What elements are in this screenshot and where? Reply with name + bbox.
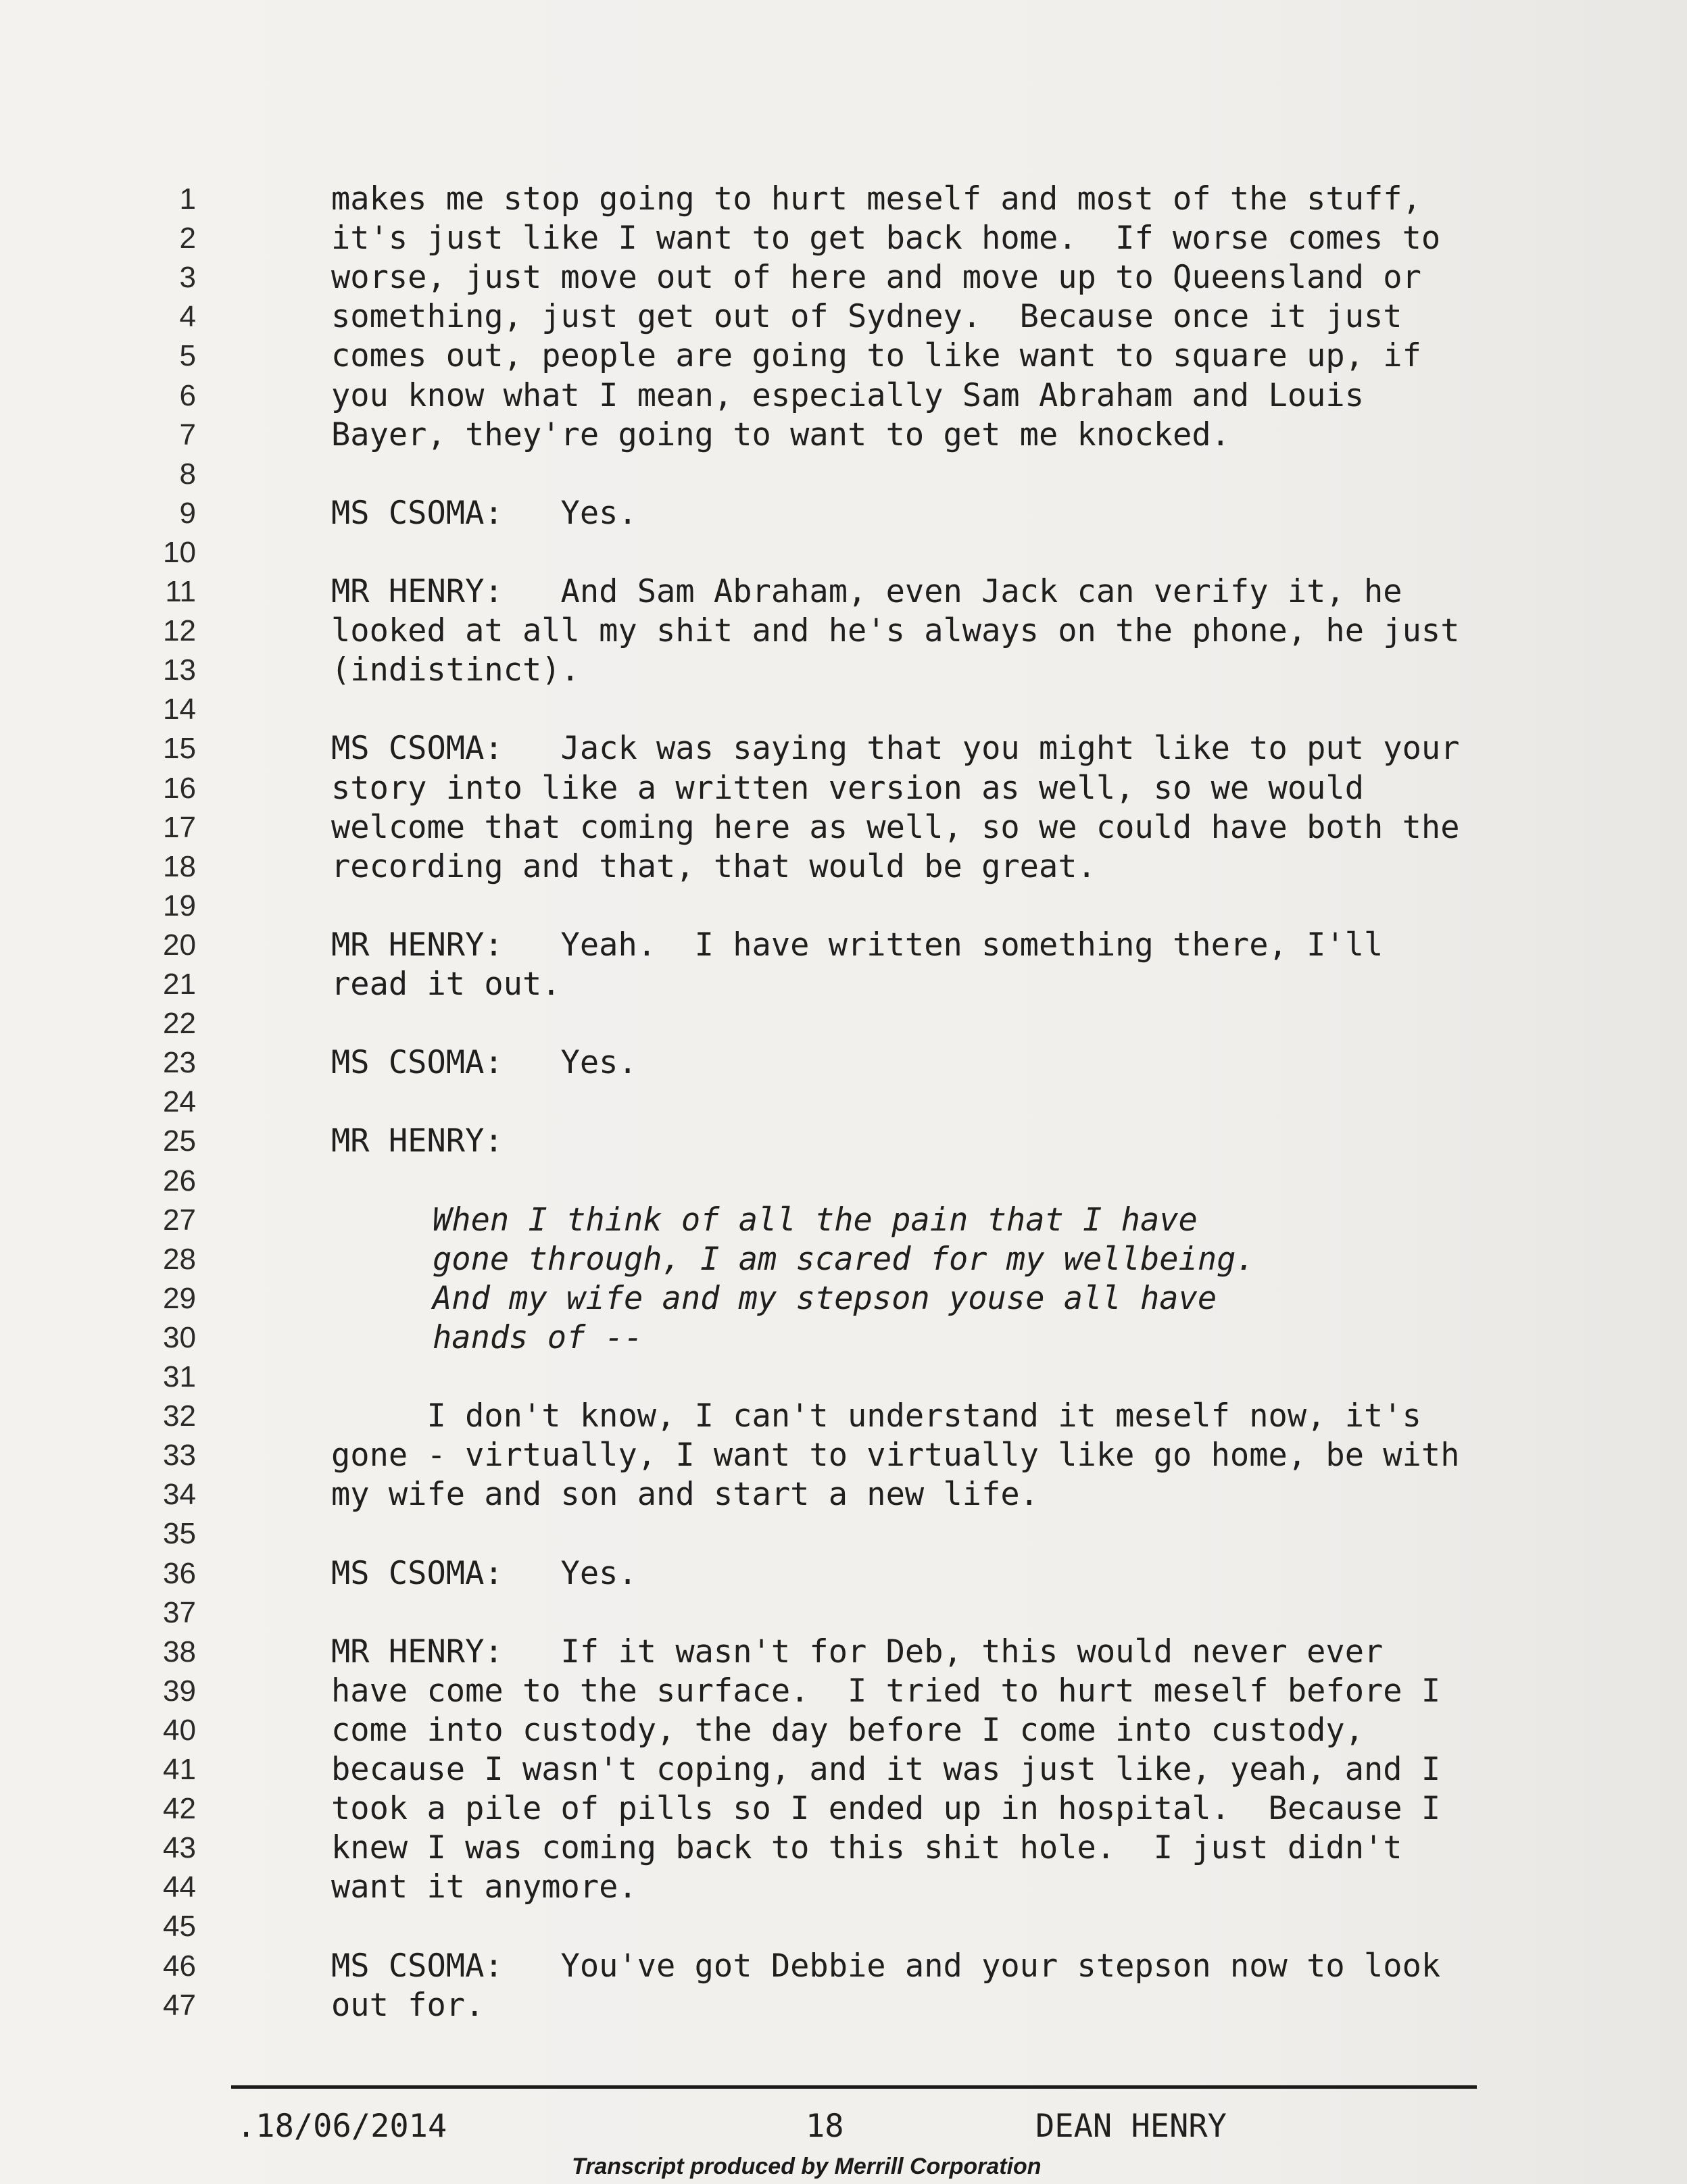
quoted-statement-line: hands of -- (433, 1319, 643, 1356)
transcript-line: I don't know, I can't understand it meself now, it's (331, 1397, 1421, 1435)
line-number: 9 (179, 497, 196, 530)
line-number: 16 (163, 772, 196, 805)
transcript-line: MR HENRY: And Sam Abraham, even Jack can verify it, he (331, 573, 1402, 610)
transcript-line: (indistinct). (331, 651, 580, 689)
line-number: 45 (163, 1910, 196, 1943)
line-number: 30 (163, 1321, 196, 1354)
transcript-line: MR HENRY: Yeah. I have written something there, I'll (331, 926, 1384, 964)
line-number: 38 (163, 1635, 196, 1668)
transcript-line: gone - virtually, I want to virtually like go home, be with (331, 1437, 1460, 1474)
line-number: 14 (163, 693, 196, 726)
line-number: 32 (163, 1399, 196, 1433)
line-number: 25 (163, 1124, 196, 1158)
transcript-line: MS CSOMA: You've got Debbie and your stepson now to look (331, 1947, 1441, 1985)
transcript-line: out for. (331, 1987, 485, 2024)
line-number: 17 (163, 811, 196, 844)
line-number: 11 (165, 575, 196, 608)
transcript-line: have come to the surface. I tried to hurt meself before I (331, 1672, 1441, 1710)
transcript-line: my wife and son and start a new life. (331, 1476, 1039, 1513)
line-number: 33 (163, 1439, 196, 1472)
line-number: 36 (163, 1557, 196, 1590)
line-number: 37 (163, 1596, 196, 1629)
transcript-line: welcome that coming here as well, so we could have both the (331, 809, 1460, 846)
line-number: 19 (163, 889, 196, 922)
line-number: 39 (163, 1674, 196, 1708)
transcript-line: took a pile of pills so I ended up in hospital. Because I (331, 1790, 1441, 1827)
line-number: 18 (163, 850, 196, 883)
line-number: 42 (163, 1792, 196, 1825)
transcript-line: recording and that, that would be great. (331, 848, 1096, 885)
line-number: 47 (163, 1989, 196, 2022)
line-number: 24 (163, 1085, 196, 1118)
line-number: 26 (163, 1164, 196, 1197)
line-number: 10 (163, 536, 196, 569)
line-number: 20 (163, 928, 196, 962)
line-number: 3 (179, 261, 196, 294)
transcript-line: comes out, people are going to like want to square up, if (331, 337, 1421, 374)
line-number: 1 (179, 182, 196, 216)
line-number: 13 (163, 653, 196, 687)
transcript-line: come into custody, the day before I come into custody, (331, 1712, 1365, 1749)
quoted-statement-line: When I think of all the pain that I have (433, 1201, 1198, 1239)
transcript-line: because I wasn't coping, and it was just like, yeah, and I (331, 1751, 1441, 1788)
transcript-line: looked at all my shit and he's always on the phone, he just (331, 612, 1460, 649)
transcript-line: you know what I mean, especially Sam Abraham and Louis (331, 377, 1365, 414)
line-number: 46 (163, 1950, 196, 1983)
line-number: 29 (163, 1282, 196, 1315)
line-number: 8 (179, 457, 196, 491)
line-number: 7 (179, 418, 196, 451)
line-number: 6 (179, 379, 196, 412)
footer-witness-name: DEAN HENRY (1035, 2108, 1227, 2145)
transcript-line: MR HENRY: If it wasn't for Deb, this would never ever (331, 1633, 1384, 1670)
transcript-line: MR HENRY: (331, 1122, 504, 1160)
line-number: 35 (163, 1517, 196, 1550)
transcript-line: makes me stop going to hurt meself and most of the stuff, (331, 180, 1421, 218)
transcript-line: MS CSOMA: Jack was saying that you might like to put your (331, 730, 1460, 767)
line-number: 4 (179, 300, 196, 333)
transcript-line: want it anymore. (331, 1868, 637, 1906)
footer-producer: Transcript produced by Merrill Corporation (572, 2154, 1042, 2179)
footer-page-number: 18 (806, 2108, 844, 2145)
line-number: 28 (163, 1243, 196, 1276)
quoted-statement-line: gone through, I am scared for my wellbeing. (433, 1241, 1255, 1278)
line-number: 44 (163, 1870, 196, 1904)
transcript-line: MS CSOMA: Yes. (331, 1044, 637, 1081)
transcript-line: MS CSOMA: Yes. (331, 1555, 637, 1592)
transcript-line: worse, just move out of here and move up to Queensland or (331, 259, 1421, 296)
line-number: 12 (163, 614, 196, 647)
footer-date: .18/06/2014 (237, 2108, 447, 2145)
line-number: 2 (179, 222, 196, 255)
transcript-line: something, just get out of Sydney. Because once it just (331, 298, 1402, 335)
line-number: 22 (163, 1007, 196, 1040)
quoted-statement-line: And my wife and my stepson youse all have (433, 1280, 1217, 1317)
line-number: 43 (163, 1831, 196, 1864)
line-number: 40 (163, 1714, 196, 1747)
footer-rule (231, 2085, 1477, 2089)
line-number: 21 (163, 968, 196, 1001)
transcript-line: Bayer, they're going to want to get me knocked. (331, 416, 1230, 453)
line-number: 15 (163, 732, 196, 765)
line-number: 34 (163, 1478, 196, 1511)
line-number: 31 (163, 1360, 196, 1393)
transcript-line: story into like a written version as well, so we would (331, 770, 1365, 807)
transcript-line: MS CSOMA: Yes. (331, 495, 637, 532)
line-number: 41 (163, 1753, 196, 1786)
line-number: 27 (163, 1203, 196, 1237)
line-number: 5 (179, 339, 196, 372)
transcript-line: it's just like I want to get back home. If worse comes to (331, 220, 1441, 257)
line-number: 23 (163, 1046, 196, 1079)
transcript-line: knew I was coming back to this shit hole. I just didn't (331, 1829, 1402, 1866)
transcript-line: read it out. (331, 966, 561, 1003)
